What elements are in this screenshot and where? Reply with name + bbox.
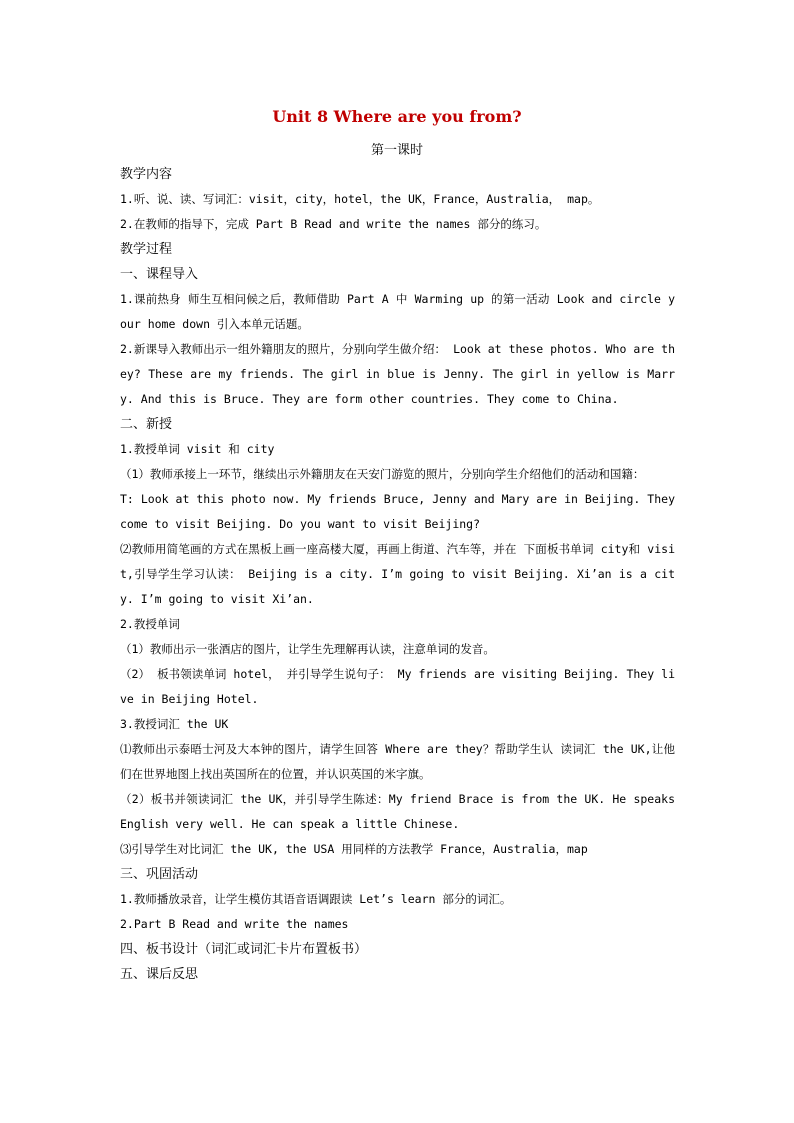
- section-heading: 五、课后反思: [120, 967, 199, 982]
- section-heading: 教学内容: [120, 167, 173, 182]
- paragraph: ⑵教师用简笔画的方式在黑板上画一座高楼大厦，再画上街道、汽车等，并在 下面板书单词 city和 visit,引导学生学习认读： Beijing is a city. I’m going to visit Beijing. Xi’an is a city. I’m going to visit Xi’an.: [120, 542, 675, 606]
- lesson-subtitle: 第一课时: [370, 143, 423, 158]
- page-title: Unit 8 Where are you from?: [272, 107, 522, 126]
- paragraph: （1）教师承接上一环节，继续出示外籍朋友在天安门游览的照片，分别向学生介绍他们的活动和国籍：: [120, 467, 645, 481]
- paragraph: （2）板书并领读词汇 the UK，并引导学生陈述：My friend Brace is from the UK. He speaks English very well. He can speak a little Chinese.: [120, 792, 675, 831]
- paragraph: 3.教授词汇 the UK: [120, 717, 229, 731]
- paragraph: 1.教师播放录音，让学生模仿其语音语调跟读 Let’s learn 部分的词汇。: [120, 892, 512, 906]
- paragraph: ⑶引导学生对比词汇 the UK, the USA 用同样的方法教学 France，Australia，map: [120, 842, 588, 856]
- paragraph: 2.教授单词: [120, 617, 180, 631]
- paragraph: 1.教授单词 visit 和 city: [120, 442, 275, 456]
- section-heading: 一、课程导入: [120, 267, 199, 282]
- section-heading: 四、板书设计（词汇或词汇卡片布置板书）: [120, 942, 368, 957]
- paragraph: 1.听、说、读、写词汇：visit，city，hotel，the UK，France，Australia， map。: [120, 192, 600, 206]
- section-heading: 二、新授: [120, 417, 173, 432]
- paragraph: T: Look at this photo now. My friends Bruce, Jenny and Mary are in Beijing. They come to visit Beijing. Do you want to visit Beijing?: [120, 492, 675, 531]
- paragraph: 2.Part B Read and write the names: [120, 917, 349, 931]
- paragraph: （2） 板书领读单词 hotel， 并引导学生说句子： My friends are visiting Beijing. They live in Beijing Hotel.: [120, 667, 675, 706]
- paragraph: （1）教师出示一张酒店的图片，让学生先理解再认读，注意单词的发音。: [120, 642, 495, 656]
- paragraph: 1.课前热身 师生互相问候之后，教师借助 Part A 中 Warming up 的第一活动 Look and circle your home down 引入本单元话题。: [120, 292, 675, 331]
- paragraph: 2.新课导入教师出示一组外籍朋友的照片，分别向学生做介绍： Look at these photos. Who are they? These are my friends. The girl in blue is Jenny. The girl in yellow is Marry. And this is Bruce. They are form other countries. They come to China.: [120, 342, 675, 406]
- paragraph: ⑴教师出示泰晤士河及大本钟的图片，请学生回答 Where are they？帮助学生认 读词汇 the UK,让他们在世界地图上找出英国所在的位置，并认识英国的米字旗。: [120, 742, 675, 781]
- document-body: [120, 162, 675, 987]
- section-heading: 三、巩固活动: [120, 867, 199, 882]
- section-heading: 教学过程: [120, 242, 173, 257]
- paragraph: 2.在教师的指导下，完成 Part B Read and write the names 部分的练习。: [120, 217, 547, 231]
